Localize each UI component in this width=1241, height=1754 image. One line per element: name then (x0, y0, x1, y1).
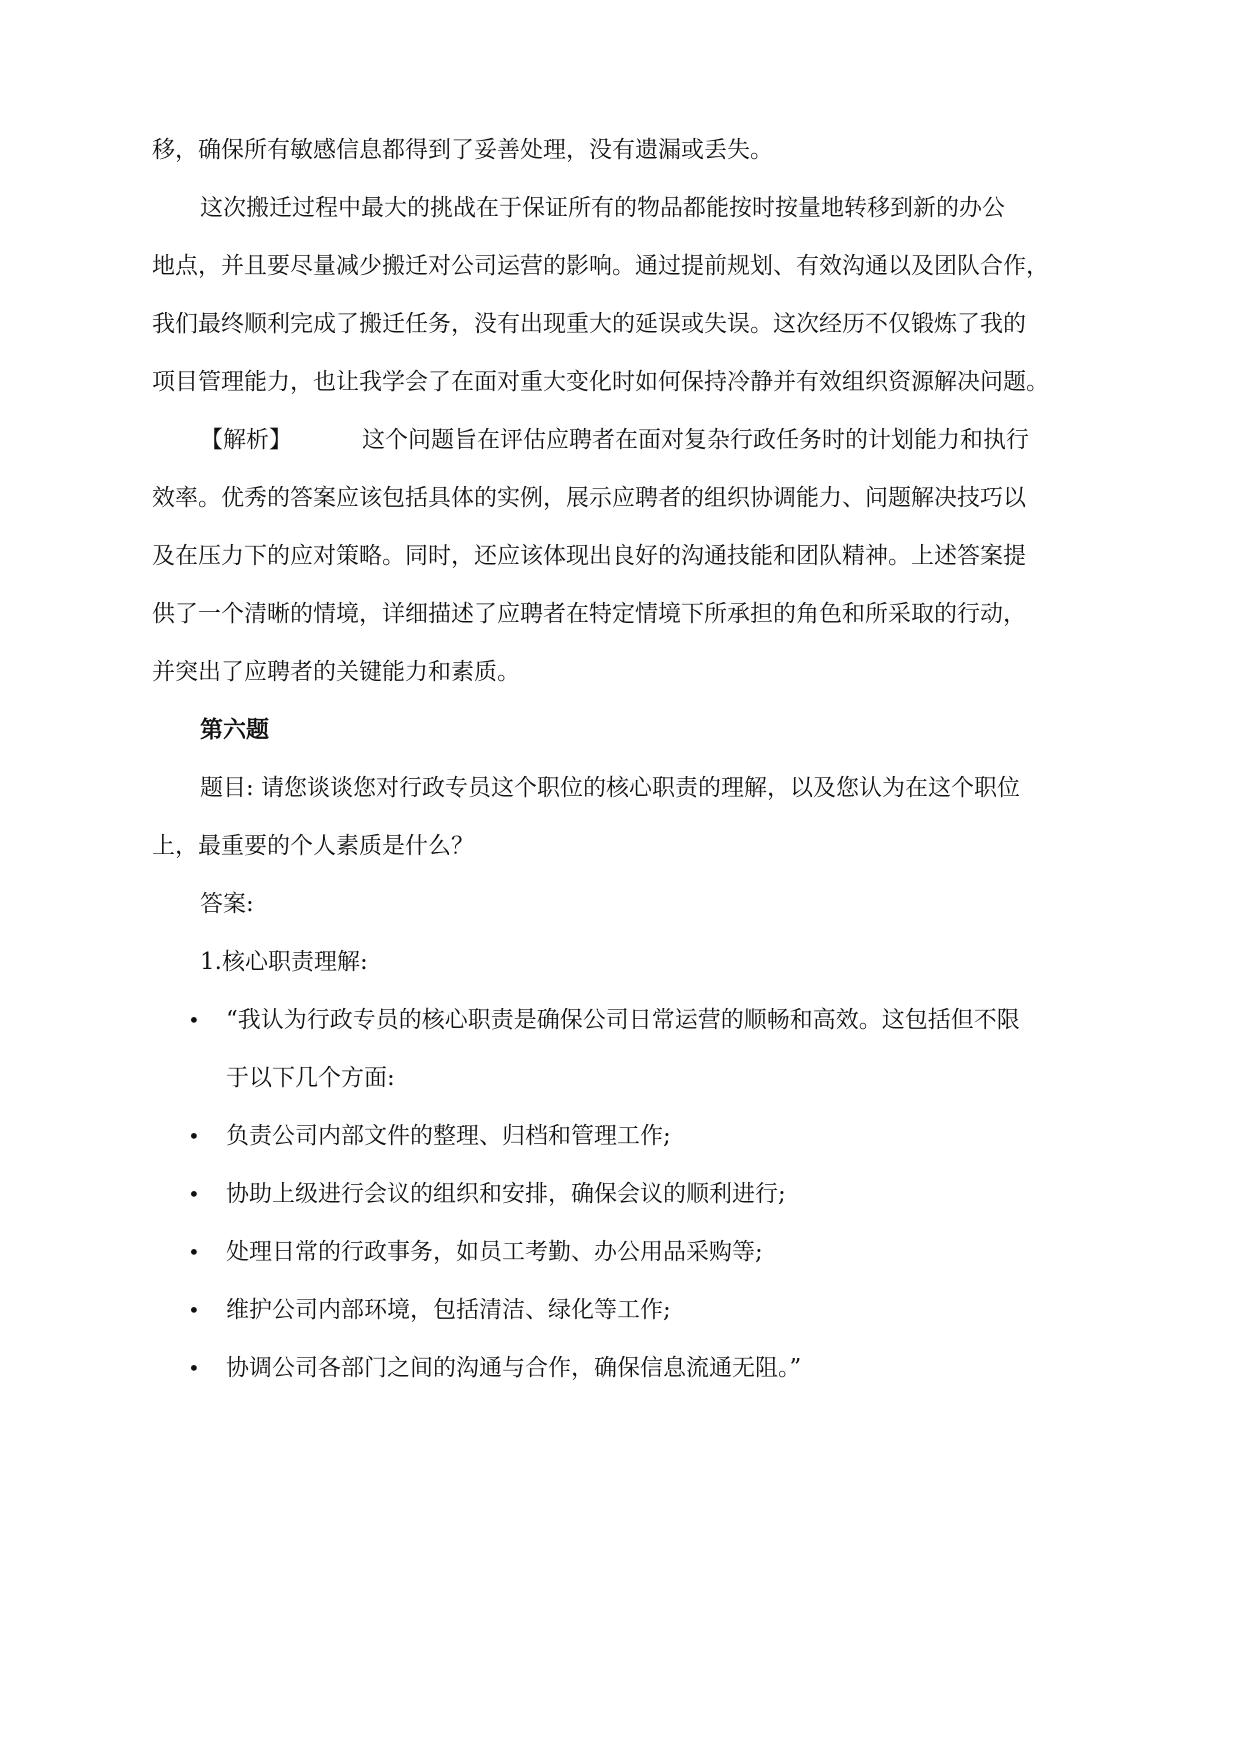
paragraph-line: 地点，并且要尽量减少搬迁对公司运营的影响。通过提前规划、有效沟通以及团队合作， (152, 253, 1049, 279)
bullet-item: 负责公司内部文件的整理、归档和管理工作; (226, 1123, 671, 1149)
analysis-line: 效率。优秀的答案应该包括具体的实例，展示应聘者的组织协调能力、问题解决技巧以 (152, 485, 1026, 511)
core-heading: 1.核心职责理解: (200, 949, 368, 975)
analysis-line: 及在压力下的应对策略。同时，还应该体现出良好的沟通技能和团队精神。上述答案提 (152, 543, 1026, 569)
bullet-dot-icon: • (188, 1008, 200, 1032)
analysis-line: 供了一个清晰的情境，详细描述了应聘者在特定情境下所承担的角色和所采取的行动， (152, 601, 1026, 627)
bullet-dot-icon: • (188, 1356, 200, 1380)
bullet-dot-icon: • (188, 1298, 200, 1322)
bullet-item: 协调公司各部门之间的沟通与合作，确保信息流通无阻。” (226, 1355, 802, 1381)
analysis-line: 并突出了应聘者的关键能力和素质。 (152, 659, 520, 685)
bullet-item: “我认为行政专员的核心职责是确保公司日常运营的顺畅和高效。这包括但不限 (226, 1007, 1020, 1033)
bullet-item: 维护公司内部环境，包括清洁、绿化等工作; (226, 1297, 671, 1323)
question-line: 上，最重要的个人素质是什么？ (152, 833, 474, 859)
question-line: 题目: 请您谈谈您对行政专员这个职位的核心职责的理解，以及您认为在这个职位 (200, 775, 1021, 801)
bullet-item-continuation: 于以下几个方面: (226, 1065, 395, 1091)
paragraph-line: 项目管理能力，也让我学会了在面对重大变化时如何保持冷静并有效组织资源解决问题。 (152, 369, 1049, 395)
paragraph-line: 我们最终顺利完成了搬迁任务，没有出现重大的延误或失误。这次经历不仅锻炼了我的 (152, 311, 1026, 337)
bullet-dot-icon: • (188, 1182, 200, 1206)
bullet-dot-icon: • (188, 1240, 200, 1264)
analysis-text: 这个问题旨在评估应聘者在面对复杂行政任务时的计划能力和执行 (362, 427, 1029, 453)
section-title: 第六题 (200, 716, 269, 743)
bullet-dot-icon: • (188, 1124, 200, 1148)
analysis-first-line (200, 425, 1029, 455)
bullet-item: 处理日常的行政事务，如员工考勤、办公用品采购等; (226, 1239, 763, 1265)
paragraph-line: 移，确保所有敏感信息都得到了妥善处理，没有遗漏或丢失。 (152, 137, 773, 163)
bullet-item: 协助上级进行会议的组织和安排，确保会议的顺利进行; (226, 1181, 786, 1207)
answer-label: 答案: (200, 891, 254, 917)
analysis-tag: 【解析】 (200, 427, 292, 453)
paragraph-line: 这次搬迁过程中最大的挑战在于保证所有的物品都能按时按量地转移到新的办公 (200, 195, 1005, 221)
